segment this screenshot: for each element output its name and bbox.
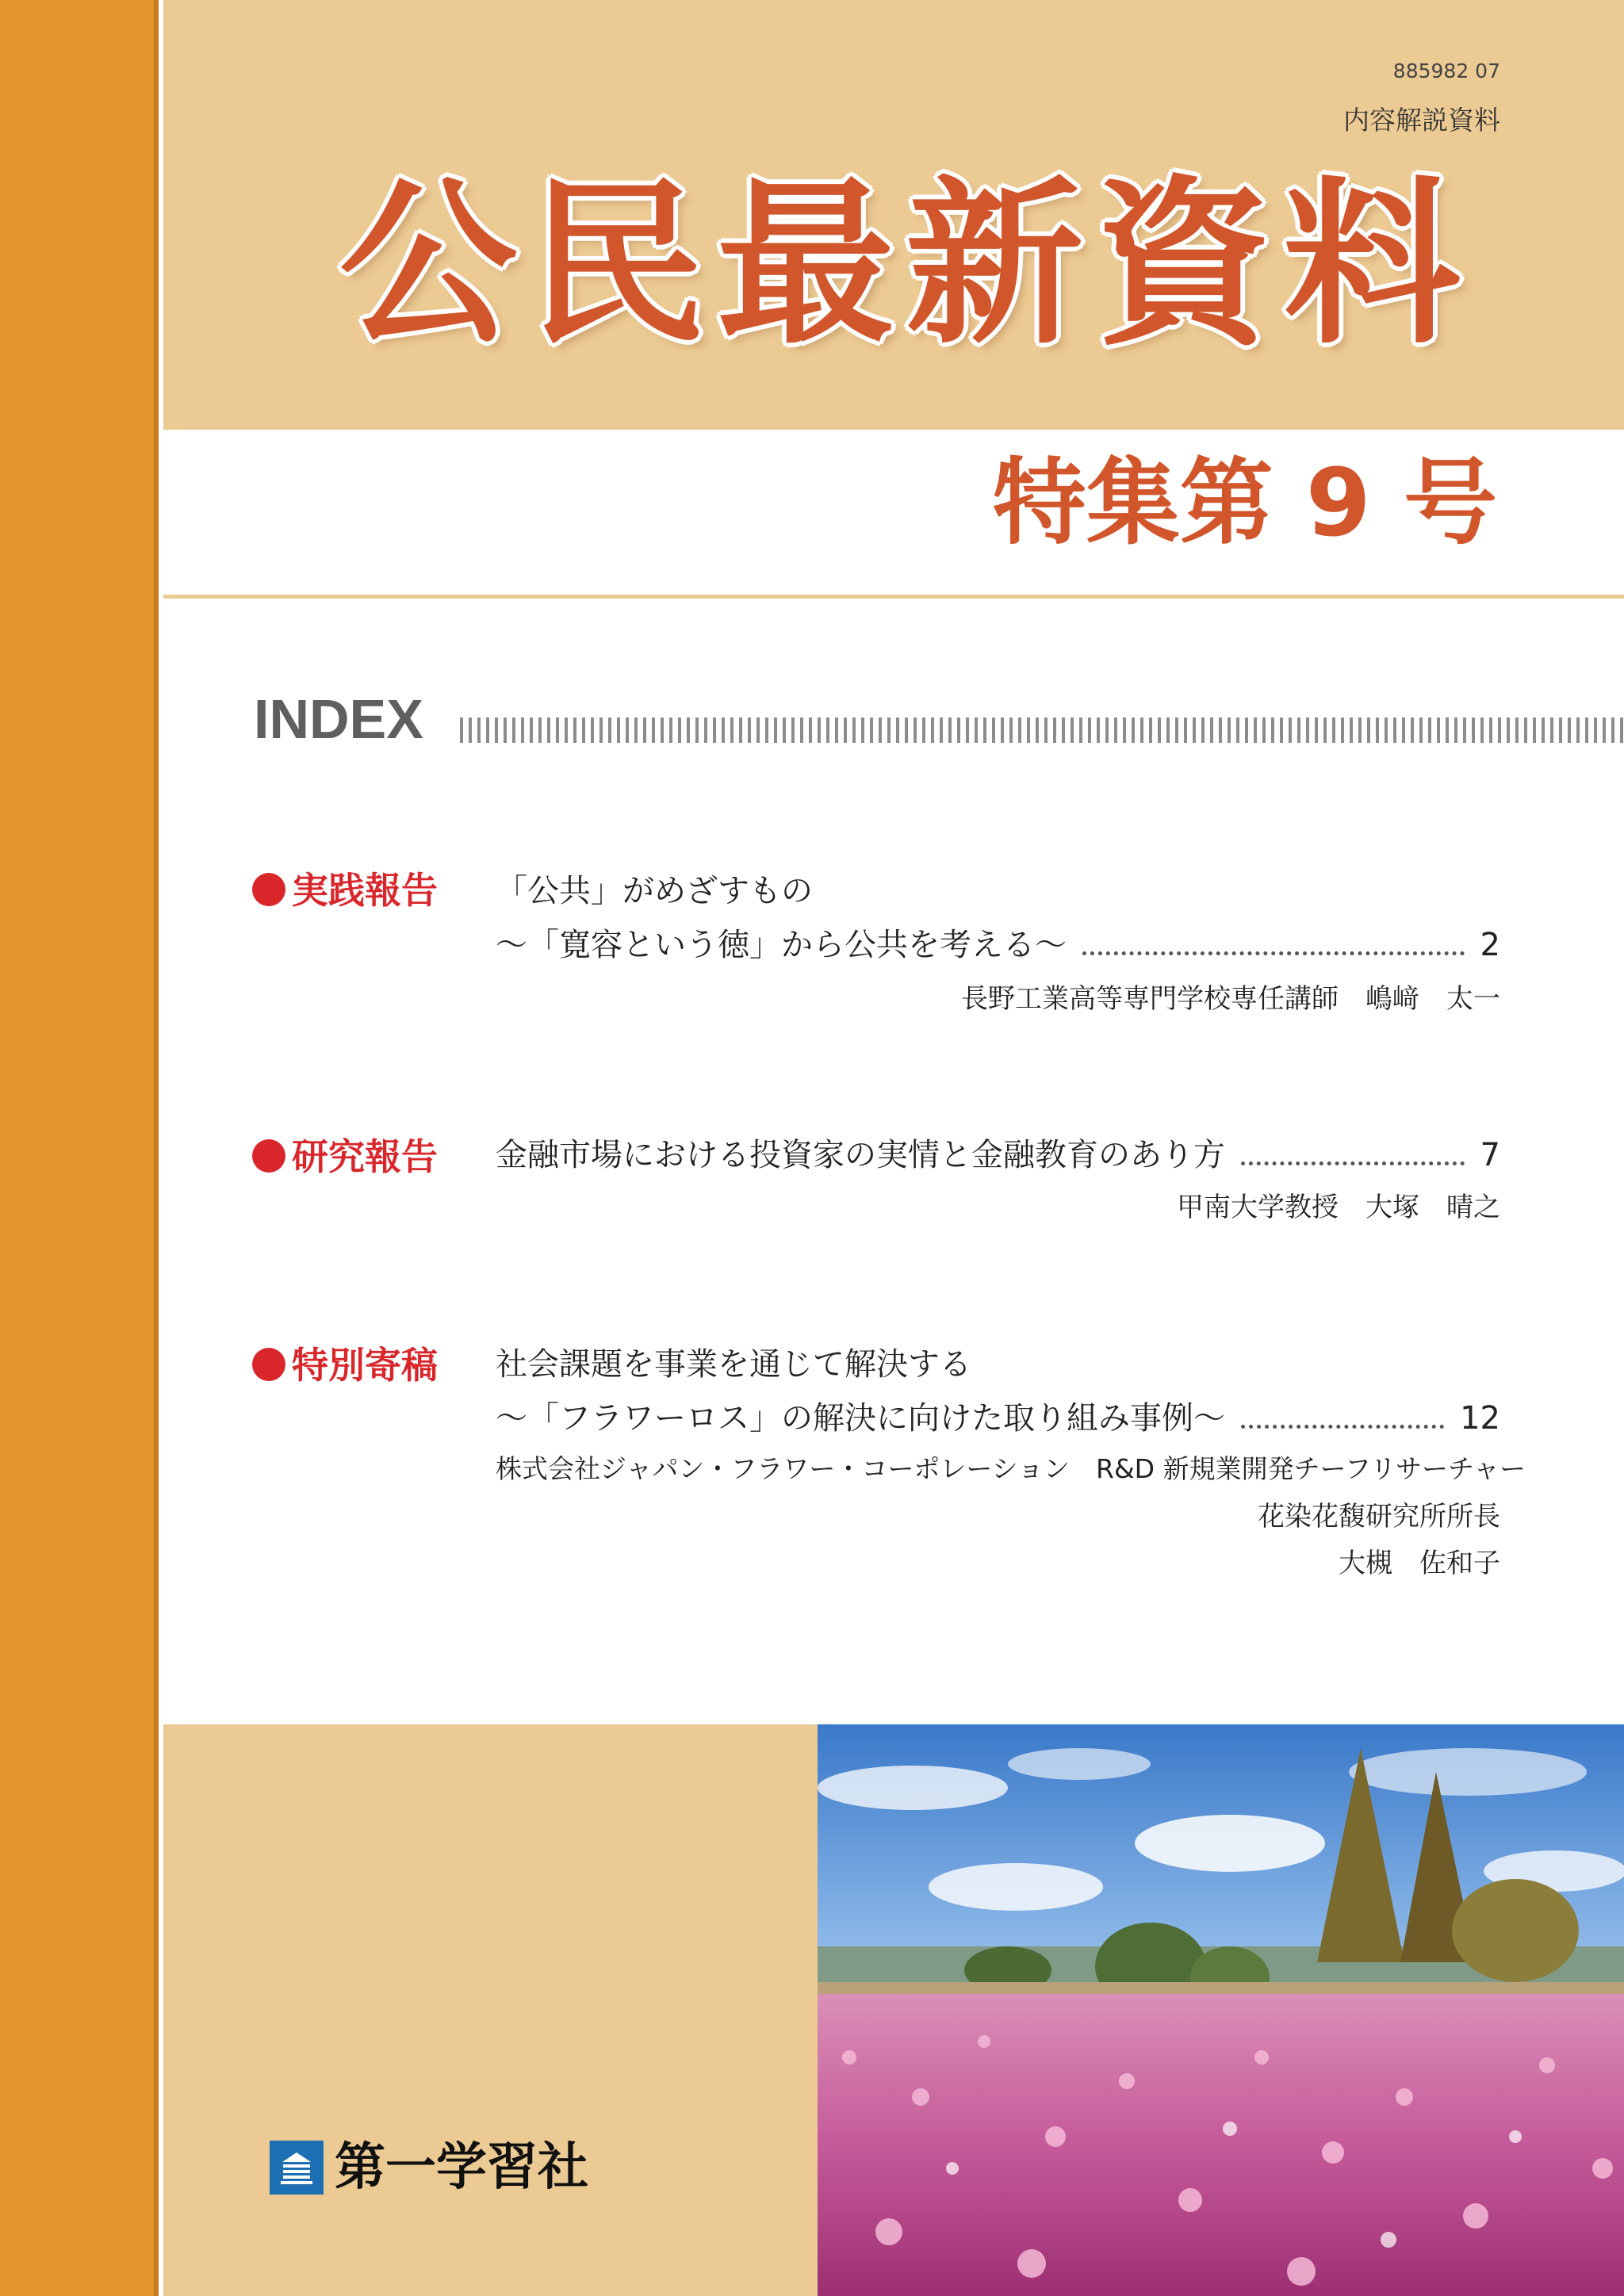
section-label-research: 研究報告	[252, 1138, 438, 1175]
special-issue-number: 特集第 9 号	[992, 448, 1497, 557]
publisher-name: 第一学習社	[335, 2138, 588, 2197]
affiliation-line: 株式会社ジャパン・フラワー・コーポレーション R&D 新規業開発チーフリサーチャー	[496, 1453, 1526, 1484]
footer-band	[163, 1724, 818, 2296]
page-number: 12	[1460, 1400, 1500, 1437]
position-line: 花染花馥研究所所長	[1258, 1501, 1500, 1533]
page-number: 7	[1480, 1137, 1500, 1173]
toc-title-line1: 金融市場における投資家の実情と金融教育のあり方	[496, 1137, 1225, 1173]
toc-entry-3[interactable]	[496, 1402, 1500, 1435]
header-divider	[163, 595, 1624, 599]
author-line: 大槻 佐和子	[1339, 1548, 1500, 1579]
toc-title-line1[interactable]: 「公共」がめざすもの	[496, 873, 813, 909]
author-line: 長野工業高等専門学校専任講師 嶋﨑 太一	[961, 983, 1500, 1015]
index-tick-rule	[460, 718, 1624, 743]
toc-entry-2[interactable]	[496, 1139, 1500, 1172]
bullet-icon	[252, 873, 285, 906]
product-code: 885982 07	[1392, 59, 1500, 82]
index-heading: INDEX	[254, 688, 423, 750]
toc-entry-1[interactable]	[496, 929, 1500, 962]
author-line: 甲南大学教授 大塚 晴之	[1177, 1192, 1500, 1223]
section-label-practice: 実践報告	[252, 872, 438, 909]
cosmos-field-photo	[818, 1724, 1624, 2296]
bullet-icon	[252, 1139, 285, 1173]
main-title: 公民最新資料	[339, 161, 1472, 368]
toc-title-line1[interactable]: 社会課題を事業を通じて解決する	[496, 1346, 971, 1383]
toc-title-line2: ～「フラワーロス」の解決に向けた取り組み事例～	[496, 1400, 1225, 1437]
publisher-emblem-icon	[270, 2141, 324, 2195]
section-label-special: 特別寄稿	[252, 1347, 438, 1383]
toc-title-line2: ～「寛容という徳」から公共を考える～	[496, 927, 1067, 963]
document-type: 内容解説資料	[1343, 105, 1500, 136]
left-color-strip	[0, 0, 159, 2296]
leader-dots	[1241, 1161, 1465, 1165]
bullet-icon	[252, 1348, 285, 1381]
leader-dots	[1082, 951, 1465, 955]
leader-dots	[1241, 1425, 1444, 1429]
page-number: 2	[1480, 927, 1500, 963]
publisher-logo	[270, 2138, 588, 2197]
